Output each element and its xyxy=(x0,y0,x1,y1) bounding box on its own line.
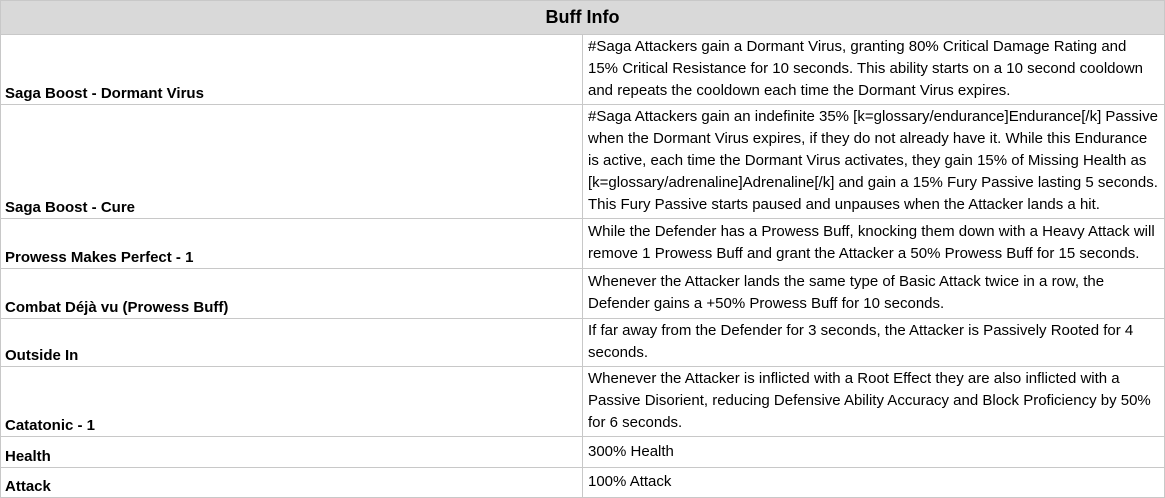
buff-description: Whenever the Attacker lands the same type of Basic Attack twice in a row, the Defender gains a +50% Prowess Buff for 10 seconds. xyxy=(583,269,1165,319)
buff-name: Outside In xyxy=(1,319,583,367)
buff-description: While the Defender has a Prowess Buff, knocking them down with a Heavy Attack will remove 1 Prowess Buff and grant the Attacker a 50% Prowess Buff for 15 seconds. xyxy=(583,219,1165,269)
table-row xyxy=(1,219,1165,269)
table-title: Buff Info xyxy=(1,1,1165,35)
buff-name: Attack xyxy=(1,468,583,498)
header-row xyxy=(1,1,1165,35)
buff-name: Combat Déjà vu (Prowess Buff) xyxy=(1,269,583,319)
table-row xyxy=(1,437,1165,468)
table-row xyxy=(1,269,1165,319)
table-row xyxy=(1,105,1165,219)
table-row xyxy=(1,468,1165,498)
buff-name: Saga Boost - Cure xyxy=(1,105,583,219)
buff-description: Whenever the Attacker is inflicted with a Root Effect they are also inflicted with a Passive Disorient, reducing Defensive Ability Accuracy and Block Proficiency by 50% for 6 seconds. xyxy=(583,367,1165,437)
buff-description: 100% Attack xyxy=(583,468,1165,498)
buff-description: 300% Health xyxy=(583,437,1165,468)
buff-name: Health xyxy=(1,437,583,468)
table-row xyxy=(1,319,1165,367)
buff-description: #Saga Attackers gain an indefinite 35% [k=glossary/endurance]Endurance[/k] Passive when the Dormant Virus expires, if they do not already have it. While this Endurance is active, each time the Dormant Virus activates, they gain 15% of Missing Health as [k=glossary/adrenaline]Adrenaline[/k] and gain a 15% Fury Passive lasting 5 seconds. This Fury Passive starts paused and unpauses when the Attacker lands a hit. xyxy=(583,105,1165,219)
buff-name: Catatonic - 1 xyxy=(1,367,583,437)
buff-name: Prowess Makes Perfect - 1 xyxy=(1,219,583,269)
buff-name: Saga Boost - Dormant Virus xyxy=(1,35,583,105)
buff-description: If far away from the Defender for 3 seconds, the Attacker is Passively Rooted for 4 seconds. xyxy=(583,319,1165,367)
table-row xyxy=(1,35,1165,105)
table-row xyxy=(1,367,1165,437)
buff-description: #Saga Attackers gain a Dormant Virus, granting 80% Critical Damage Rating and 15% Critical Resistance for 10 seconds. This ability starts on a 10 second cooldown and repeats the cooldown each time the Dormant Virus expires. xyxy=(583,35,1165,105)
